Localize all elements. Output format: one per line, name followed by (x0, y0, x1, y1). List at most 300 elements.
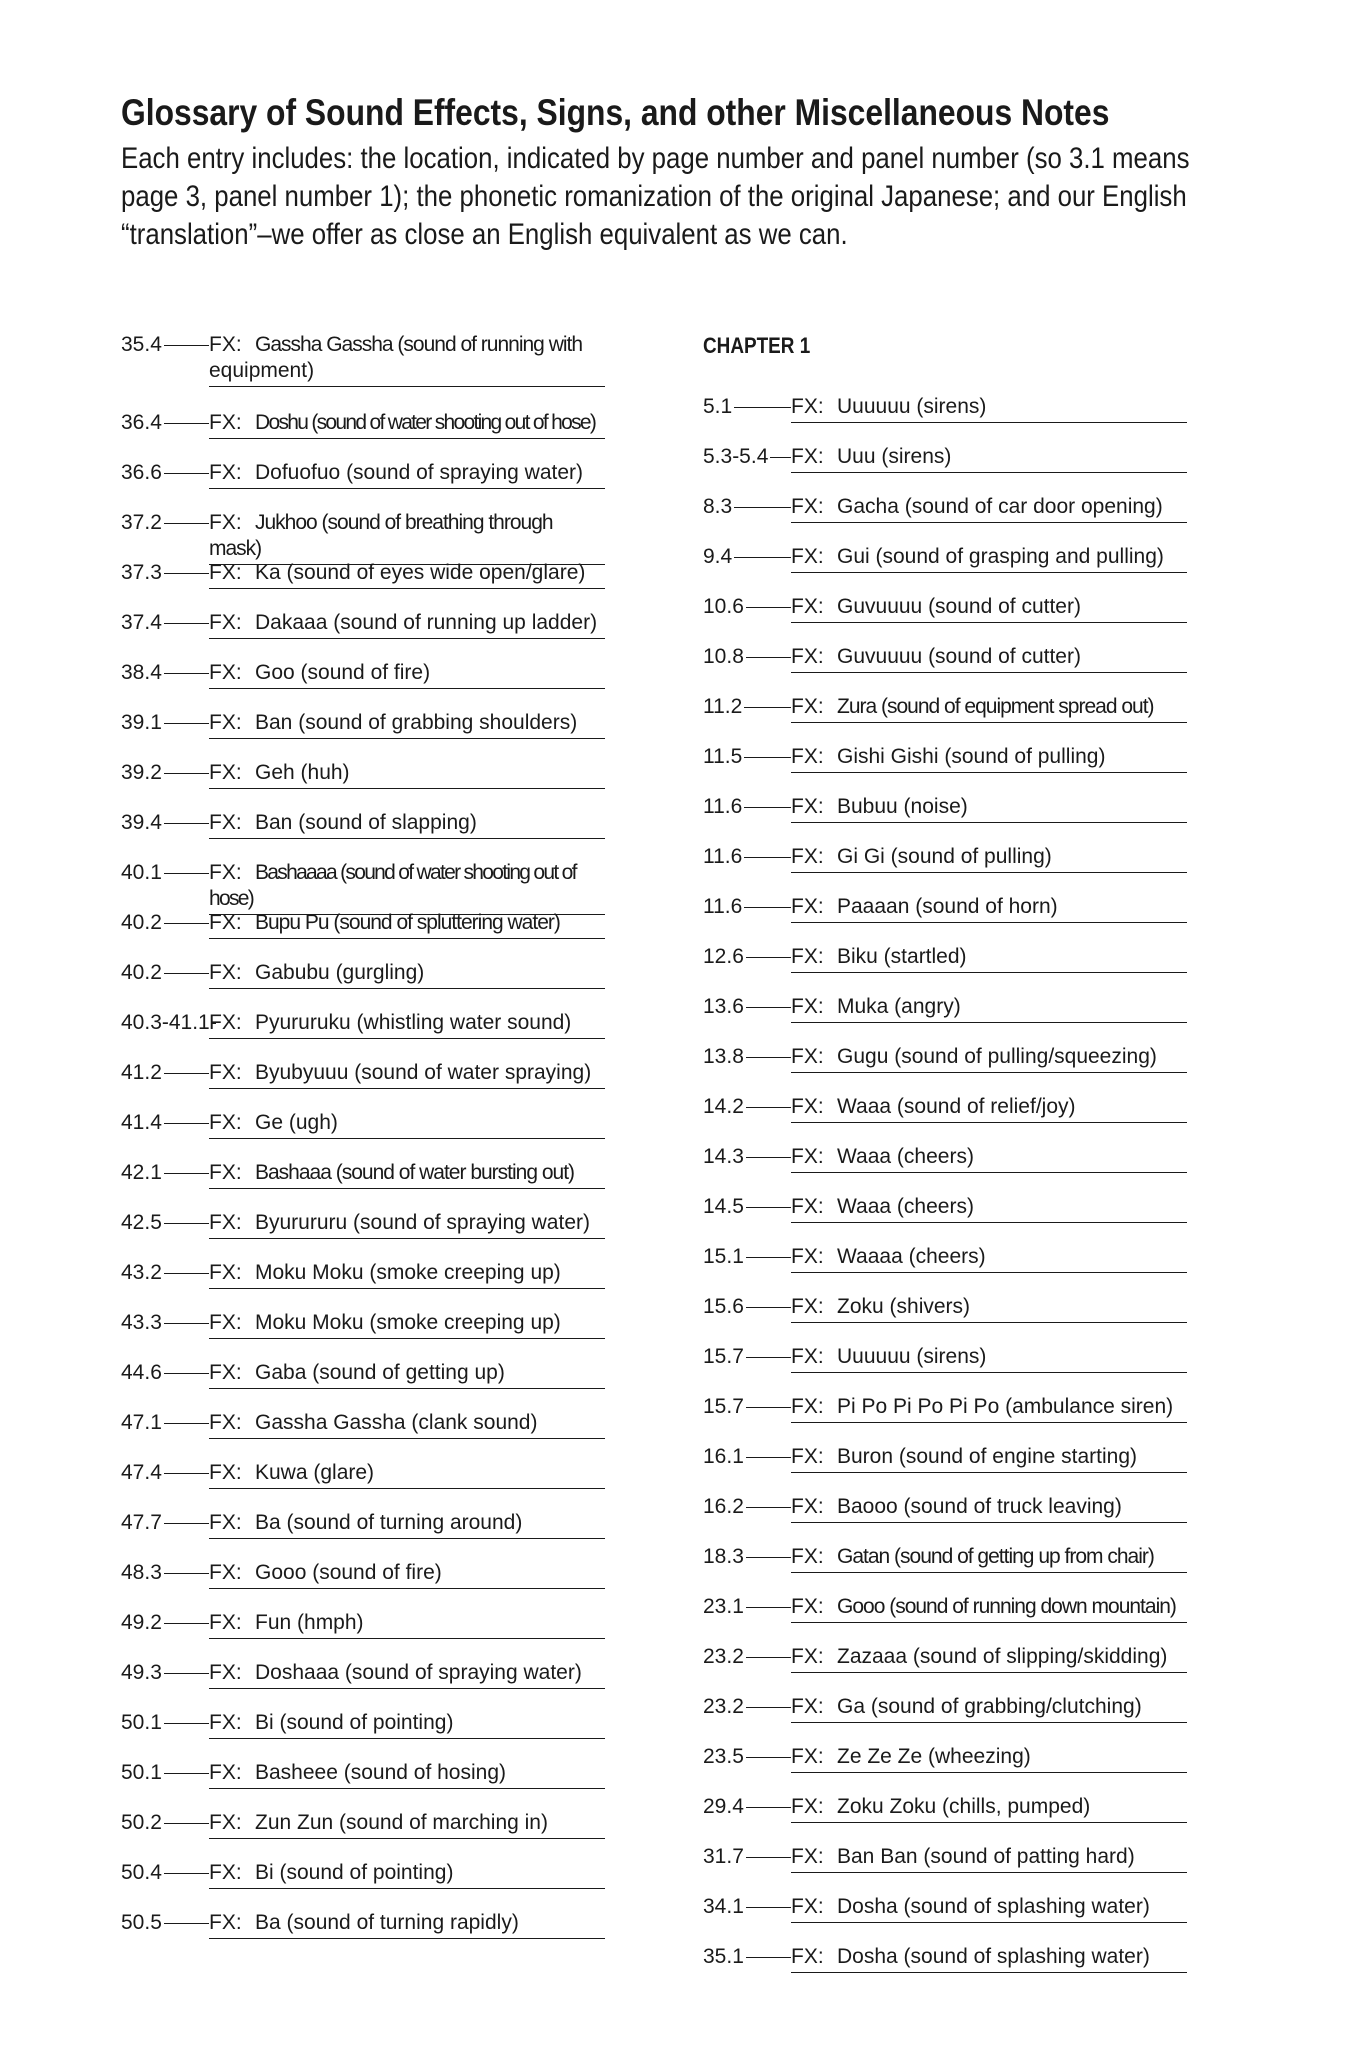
entry-translation: Gacha (sound of car door opening) (837, 495, 1163, 518)
entry-location: 34.1 (703, 1895, 744, 1918)
fx-label: FX: (791, 1845, 824, 1868)
entry-location: 37.4 (121, 611, 162, 634)
entry-translation: Guvuuuu (sound of cutter) (837, 645, 1081, 668)
glossary-entry (703, 882, 1193, 932)
fx-label: FX: (791, 545, 824, 568)
glossary-entry (703, 482, 1193, 532)
entry-fx (209, 1510, 605, 1539)
fx-label: FX: (209, 511, 242, 534)
glossary-entry (703, 732, 1193, 782)
glossary-entry (703, 832, 1193, 882)
glossary-entry (121, 1748, 611, 1798)
leader-line (746, 1107, 791, 1108)
entry-translation: Byubyuuu (sound of water spraying) (255, 1061, 592, 1084)
entry-translation: Dosha (sound of splashing water) (837, 1945, 1150, 1968)
fx-label: FX: (209, 961, 242, 984)
glossary-entry (703, 1432, 1193, 1482)
entry-translation: Paaaan (sound of horn) (837, 895, 1058, 918)
right-entries (703, 382, 1193, 1982)
leader-line (164, 1423, 209, 1424)
leader-line (164, 1673, 209, 1674)
glossary-entry (121, 1648, 611, 1698)
entry-translation: Jukhoo (sound of breathing through mask) (209, 511, 553, 560)
fx-label: FX: (209, 1811, 242, 1834)
entry-translation: Moku Moku (smoke creeping up) (255, 1311, 561, 1334)
entry-fx (209, 560, 605, 589)
fx-label: FX: (791, 1145, 824, 1168)
entry-fx (791, 1444, 1187, 1473)
glossary-entry (703, 432, 1193, 482)
entry-fx (791, 1844, 1187, 1873)
glossary-entry (703, 682, 1193, 732)
entry-translation: Dakaaa (sound of running up ladder) (255, 611, 598, 634)
glossary-entry (121, 1198, 611, 1248)
leader-line (734, 557, 791, 558)
entry-location: 42.5 (121, 1211, 162, 1234)
entry-fx (791, 744, 1187, 773)
fx-label: FX: (791, 895, 824, 918)
entry-translation: Moku Moku (smoke creeping up) (255, 1261, 561, 1284)
entry-translation: Gugu (sound of pulling/squeezing) (837, 1045, 1157, 1068)
leader-line (164, 573, 209, 574)
entry-translation: Ban Ban (sound of patting hard) (837, 1845, 1135, 1868)
entry-location: 35.4 (121, 333, 162, 356)
leader-line (164, 1723, 209, 1724)
entry-location: 23.2 (703, 1645, 744, 1668)
fx-label: FX: (209, 1711, 242, 1734)
glossary-entry (121, 1848, 611, 1898)
entry-fx (791, 444, 1187, 473)
fx-label: FX: (791, 695, 824, 718)
fx-label: FX: (209, 1611, 242, 1634)
leader-line (164, 1323, 209, 1324)
entry-location: 49.3 (121, 1661, 162, 1684)
entry-fx (209, 1210, 605, 1239)
page-title: Glossary of Sound Effects, Signs, and other Miscellaneous Notes (121, 92, 1110, 133)
glossary-entry (121, 648, 611, 698)
glossary-entry (121, 1498, 611, 1548)
glossary-entry (121, 698, 611, 748)
glossary-entry (121, 320, 611, 398)
entry-location: 10.6 (703, 595, 744, 618)
fx-label: FX: (209, 611, 242, 634)
entry-translation: Ge (ugh) (255, 1111, 338, 1134)
fx-label: FX: (791, 1645, 824, 1668)
leader-line (746, 1507, 791, 1508)
entry-fx (791, 994, 1187, 1023)
entry-location: 37.3 (121, 561, 162, 584)
entry-fx (209, 1260, 605, 1289)
leader-line (746, 1657, 791, 1658)
leader-line (164, 1373, 209, 1374)
entry-translation: Bashaaaa (sound of water shooting out of hose) (209, 861, 576, 910)
leader-line (744, 807, 791, 808)
entry-location: 50.1 (121, 1761, 162, 1784)
glossary-entry (121, 1448, 611, 1498)
glossary-entry (703, 1082, 1193, 1132)
leader-line (746, 1357, 791, 1358)
leader-line (164, 1773, 209, 1774)
fx-label: FX: (791, 1895, 824, 1918)
entry-fx (791, 594, 1187, 623)
entry-fx (209, 1660, 605, 1689)
fx-label: FX: (209, 761, 242, 784)
entry-location: 16.2 (703, 1495, 744, 1518)
entry-translation: Zazaaa (sound of slipping/skidding) (837, 1645, 1168, 1668)
leader-line (164, 1573, 209, 1574)
leader-line (746, 657, 791, 658)
entry-location: 9.4 (703, 545, 733, 568)
fx-label: FX: (209, 1661, 242, 1684)
fx-label: FX: (209, 861, 242, 884)
glossary-entry (703, 1482, 1193, 1532)
fx-label: FX: (209, 333, 242, 356)
entry-translation: Guvuuuu (sound of cutter) (837, 595, 1081, 618)
entry-fx (209, 1460, 605, 1489)
entry-location: 5.3-5.4 (703, 445, 769, 468)
fx-label: FX: (209, 1011, 242, 1034)
left-column (121, 320, 611, 1948)
fx-label: FX: (209, 1511, 242, 1534)
entry-translation: Doshaaa (sound of spraying water) (255, 1661, 582, 1684)
entry-location: 15.7 (703, 1395, 744, 1418)
entry-translation: Muka (angry) (837, 995, 961, 1018)
entry-fx (791, 794, 1187, 823)
leader-line (734, 407, 791, 408)
entry-translation: Gooo (sound of running down mountain) (837, 1595, 1176, 1618)
entry-location: 23.5 (703, 1745, 744, 1768)
fx-label: FX: (209, 711, 242, 734)
leader-line (746, 1857, 791, 1858)
entry-location: 38.4 (121, 661, 162, 684)
leader-line (746, 1307, 791, 1308)
entry-fx (791, 694, 1187, 723)
entry-translation: Gooo (sound of fire) (255, 1561, 442, 1584)
leader-line (746, 1757, 791, 1758)
glossary-entry (703, 632, 1193, 682)
fx-label: FX: (791, 945, 824, 968)
leader-line (164, 923, 209, 924)
fx-label: FX: (209, 561, 242, 584)
entry-translation: Ba (sound of turning around) (255, 1511, 523, 1534)
glossary-entry (703, 1782, 1193, 1832)
glossary-entry (703, 982, 1193, 1032)
entry-fx (209, 660, 605, 689)
glossary-entry (121, 448, 611, 498)
entry-fx (209, 1810, 605, 1839)
leader-line (770, 457, 791, 458)
entry-fx (791, 1944, 1187, 1973)
glossary-entry (121, 1598, 611, 1648)
glossary-entry (121, 1548, 611, 1598)
fx-label: FX: (791, 1245, 824, 1268)
entry-translation: Geh (huh) (255, 761, 350, 784)
entry-translation: Basheee (sound of hosing) (255, 1761, 507, 1784)
entry-fx (791, 844, 1187, 873)
fx-label: FX: (209, 461, 242, 484)
fx-label: FX: (791, 1795, 824, 1818)
entry-fx (209, 460, 605, 489)
glossary-entry (121, 1298, 611, 1348)
leader-line (164, 1273, 209, 1274)
fx-label: FX: (791, 1595, 824, 1618)
entry-fx (791, 394, 1187, 423)
leader-line (746, 1007, 791, 1008)
entry-fx (791, 1894, 1187, 1923)
entry-location: 35.1 (703, 1945, 744, 1968)
entry-location: 16.1 (703, 1445, 744, 1468)
entry-location: 43.2 (121, 1261, 162, 1284)
glossary-entry (121, 598, 611, 648)
fx-label: FX: (791, 1545, 824, 1568)
entry-location: 23.1 (703, 1595, 744, 1618)
leader-line (164, 1873, 209, 1874)
fx-label: FX: (791, 395, 824, 418)
entry-location: 41.2 (121, 1061, 162, 1084)
fx-label: FX: (791, 595, 824, 618)
leader-line (164, 1073, 209, 1074)
entry-fx (209, 1560, 605, 1589)
entry-translation: Zoku (shivers) (837, 1295, 971, 1318)
leader-line (164, 973, 209, 974)
leader-line (746, 1807, 791, 1808)
entry-translation: Gassha Gassha (sound of running with (255, 333, 583, 356)
glossary-entry (703, 1032, 1193, 1082)
glossary-entry (703, 382, 1193, 432)
leader-line (164, 1123, 209, 1124)
entry-location: 23.2 (703, 1695, 744, 1718)
entry-location: 11.5 (703, 745, 743, 768)
leader-line (164, 1623, 209, 1624)
glossary-entry (703, 1732, 1193, 1782)
entry-fx (791, 1394, 1187, 1423)
entry-fx (791, 1744, 1187, 1773)
leader-line (164, 623, 209, 624)
fx-label: FX: (209, 661, 242, 684)
entry-fx (209, 1360, 605, 1389)
fx-label: FX: (791, 495, 824, 518)
fx-label: FX: (209, 1161, 242, 1184)
entry-location: 50.2 (121, 1811, 162, 1834)
entry-fx (209, 760, 605, 789)
fx-label: FX: (791, 795, 824, 818)
fx-label: FX: (791, 1095, 824, 1118)
entry-location: 31.7 (703, 1845, 744, 1868)
fx-label: FX: (209, 1261, 242, 1284)
leader-line (164, 1223, 209, 1224)
entry-location: 40.3-41.1 (121, 1011, 210, 1034)
leader-line (746, 1257, 791, 1258)
glossary-entry (121, 898, 611, 948)
glossary-entry (703, 1832, 1193, 1882)
glossary-entry (121, 748, 611, 798)
entry-translation: Uuuuuu (sirens) (837, 1345, 987, 1368)
entry-fx (791, 944, 1187, 973)
chapter-heading: CHAPTER 1 (703, 333, 811, 358)
entry-translation: Biku (startled) (837, 945, 967, 968)
entry-translation: Bi (sound of pointing) (255, 1711, 454, 1734)
leader-line (746, 1957, 791, 1958)
right-column (703, 320, 1193, 1982)
entry-fx (791, 1694, 1187, 1723)
leader-line (746, 1407, 791, 1408)
entry-translation: Goo (sound of fire) (255, 661, 431, 684)
leader-line (164, 523, 209, 524)
entry-fx (791, 1294, 1187, 1323)
fx-label: FX: (791, 1495, 824, 1518)
leader-line (164, 1473, 209, 1474)
glossary-entry (703, 1282, 1193, 1332)
leader-line (164, 873, 209, 874)
entry-translation: Gi Gi (sound of pulling) (837, 845, 1052, 868)
entry-translation: Zun Zun (sound of marching in) (255, 1811, 548, 1834)
glossary-entry (121, 548, 611, 598)
entry-translation: Doshu (sound of water shooting out of hose) (255, 411, 596, 434)
glossary-entry (121, 398, 611, 448)
fx-label: FX: (209, 1361, 242, 1384)
entry-location: 11.6 (703, 845, 743, 868)
entry-translation: Kuwa (glare) (255, 1461, 375, 1484)
leader-line (744, 707, 791, 708)
entry-fx (209, 1110, 605, 1139)
fx-label: FX: (791, 845, 824, 868)
leader-line (746, 1207, 791, 1208)
entry-translation: Uuu (sirens) (837, 445, 952, 468)
fx-label: FX: (791, 1195, 824, 1218)
entry-location: 11.6 (703, 895, 743, 918)
leader-line (746, 957, 791, 958)
entry-fx (791, 1244, 1187, 1273)
entry-location: 29.4 (703, 1795, 744, 1818)
entry-location: 43.3 (121, 1311, 162, 1334)
entry-fx (209, 960, 605, 989)
entry-location: 39.2 (121, 761, 162, 784)
entry-fx (209, 1710, 605, 1739)
entry-location: 47.4 (121, 1461, 162, 1484)
entry-translation: Gaba (sound of getting up) (255, 1361, 505, 1384)
fx-label: FX: (209, 911, 242, 934)
glossary-entry (121, 1248, 611, 1298)
leader-line (746, 1607, 791, 1608)
leader-line (744, 757, 791, 758)
fx-label: FX: (791, 1395, 824, 1418)
entry-fx (791, 544, 1187, 573)
fx-label: FX: (209, 1061, 242, 1084)
leader-line (164, 1523, 209, 1524)
fx-label: FX: (791, 1695, 824, 1718)
glossary-entry (703, 1382, 1193, 1432)
leader-line (744, 857, 791, 858)
entry-fx (209, 1860, 605, 1889)
entry-location: 11.2 (703, 695, 743, 718)
glossary-entry (703, 1682, 1193, 1732)
entry-translation: Ban (sound of slapping) (255, 811, 477, 834)
fx-label: FX: (209, 1761, 242, 1784)
fx-label: FX: (209, 1411, 242, 1434)
leader-line (164, 773, 209, 774)
leader-line (164, 1173, 209, 1174)
entry-fx (209, 1760, 605, 1789)
leader-line (164, 423, 209, 424)
entry-fx (791, 1644, 1187, 1673)
fx-label: FX: (209, 411, 242, 434)
glossary-entry (121, 848, 611, 910)
entry-translation: Fun (hmph) (255, 1611, 364, 1634)
entry-translation: Bupu Pu (sound of spluttering water) (255, 911, 560, 934)
glossary-entry (121, 1398, 611, 1448)
glossary-entry (121, 948, 611, 998)
entry-translation: Bubuu (noise) (837, 795, 968, 818)
leader-line (164, 473, 209, 474)
glossary-entry (121, 1348, 611, 1398)
leader-line (164, 1823, 209, 1824)
entry-fx (791, 1044, 1187, 1073)
entry-fx (209, 1010, 605, 1039)
glossary-entry (703, 1232, 1193, 1282)
entry-location: 47.7 (121, 1511, 162, 1534)
entry-translation: Ba (sound of turning rapidly) (255, 1911, 519, 1934)
glossary-entry (121, 1148, 611, 1198)
entry-translation: Ban (sound of grabbing shoulders) (255, 711, 578, 734)
entry-location: 15.7 (703, 1345, 744, 1368)
glossary-entry (121, 798, 611, 848)
entry-location: 41.4 (121, 1111, 162, 1134)
glossary-entry (121, 1098, 611, 1148)
entry-fx (209, 1610, 605, 1639)
entry-translation: Waaa (cheers) (837, 1145, 974, 1168)
entry-fx (209, 710, 605, 739)
glossary-entry (121, 1698, 611, 1748)
glossary-entry (703, 1882, 1193, 1932)
entry-location: 11.6 (703, 795, 743, 818)
fx-label: FX: (209, 1861, 242, 1884)
glossary-entry (703, 1132, 1193, 1182)
fx-label: FX: (791, 1445, 824, 1468)
entry-location: 47.1 (121, 1411, 162, 1434)
fx-label: FX: (791, 995, 824, 1018)
glossary-entry (703, 1532, 1193, 1582)
entry-fx (791, 1544, 1187, 1573)
entry-fx (791, 1594, 1187, 1623)
entry-translation: Ga (sound of grabbing/clutching) (837, 1695, 1142, 1718)
entry-fx (791, 894, 1187, 923)
entry-location: 14.2 (703, 1095, 744, 1118)
glossary-entry (121, 1798, 611, 1848)
entry-fx (209, 1410, 605, 1439)
glossary-entry (703, 932, 1193, 982)
entry-translation: Gassha Gassha (clank sound) (255, 1411, 538, 1434)
entry-translation: Pyururuku (whistling water sound) (255, 1011, 572, 1034)
fx-label: FX: (791, 645, 824, 668)
fx-label: FX: (791, 1745, 824, 1768)
entry-location: 50.4 (121, 1861, 162, 1884)
entry-location: 14.3 (703, 1145, 744, 1168)
entry-location: 36.6 (121, 461, 162, 484)
fx-label: FX: (791, 445, 824, 468)
fx-label: FX: (209, 1461, 242, 1484)
entry-translation: Gabubu (gurgling) (255, 961, 425, 984)
entry-location: 39.1 (121, 711, 162, 734)
entry-fx (209, 610, 605, 639)
entry-location: 40.1 (121, 861, 162, 884)
entry-location: 40.2 (121, 911, 162, 934)
entry-fx (209, 332, 605, 387)
fx-label: FX: (209, 1211, 242, 1234)
entry-fx (209, 1060, 605, 1089)
entry-translation: Zoku Zoku (chills, pumped) (837, 1795, 1091, 1818)
entry-translation: Bashaaa (sound of water bursting out) (255, 1161, 575, 1184)
leader-line (746, 1457, 791, 1458)
